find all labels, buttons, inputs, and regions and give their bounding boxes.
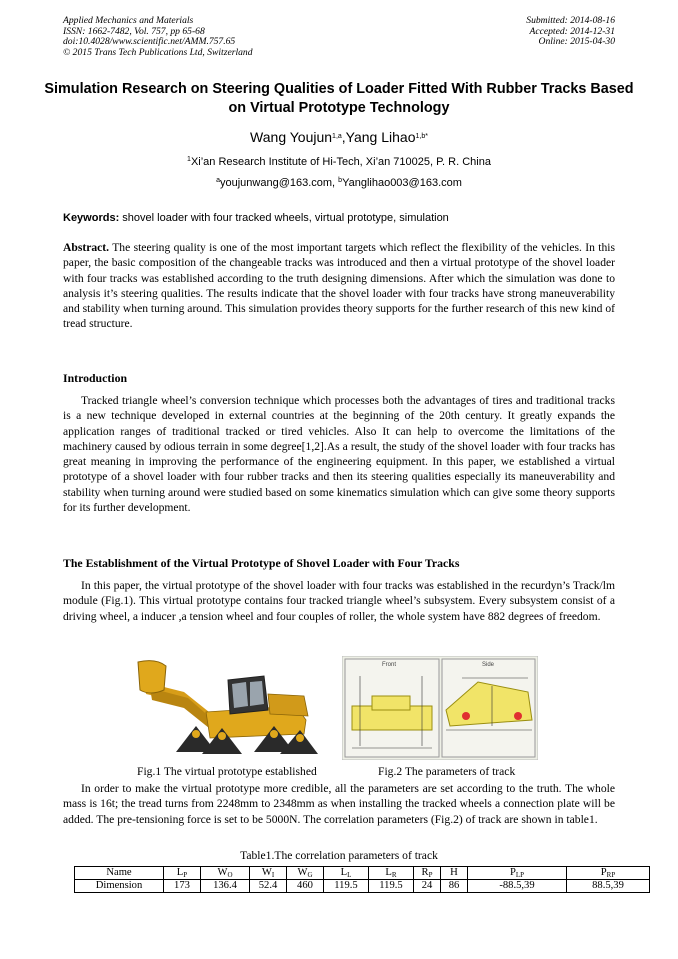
header-text: R <box>421 867 429 878</box>
table-cell: 173 <box>164 880 201 893</box>
table-cell: 88.5,39 <box>567 880 650 893</box>
journal-header-left <box>63 16 253 58</box>
header-cell <box>414 867 441 880</box>
header-cell <box>250 867 287 880</box>
header-text: L <box>176 867 184 878</box>
header-text: P <box>600 867 607 878</box>
header-sub: O <box>227 871 233 879</box>
header-cell <box>75 867 164 880</box>
fig1-caption: Fig.1 The virtual prototype established <box>137 765 317 778</box>
table-cell: Dimension <box>75 880 164 893</box>
header-cell <box>369 867 414 880</box>
establishment-text: In this paper, the virtual prototype of the shovel loader with four tracks was established in the recurdyn’s Track/lm module (Fig.1). This virtual prototype contains four tracked triangle wheel’s subsystem. Every subsystem consist of a driving wheel, a inducer ,a tension wheel and four couples of roller, the whole system have 882 degrees of freedom. <box>63 579 615 623</box>
header-text: H <box>450 867 458 878</box>
table-cell: 86 <box>441 880 468 893</box>
section-introduction-title: Introduction <box>63 371 128 385</box>
affiliation <box>0 156 678 168</box>
header-text: P <box>509 867 516 878</box>
author-1-sup: 1,a <box>332 133 342 140</box>
parameters-table <box>74 866 650 893</box>
doi-line: doi:10.4028/www.scientific.net/AMM.757.65 <box>63 36 236 48</box>
table-row <box>75 880 650 893</box>
author-1: Wang Youjun <box>250 129 333 145</box>
table1-caption: Table1.The correlation parameters of track <box>240 849 438 862</box>
header-text: L <box>340 867 348 878</box>
fig2-front-label: Front <box>382 662 397 668</box>
header-text: Name <box>106 867 132 878</box>
abstract <box>63 240 615 332</box>
header-sub: P <box>183 871 188 879</box>
fig2-side-label: Side <box>482 662 495 668</box>
fig1-virtual-prototype-image <box>136 654 322 760</box>
fig2-track-parameters-image <box>342 656 538 760</box>
fig2-caption: Fig.2 The parameters of track <box>378 765 516 778</box>
table-cell: 52.4 <box>250 880 287 893</box>
affiliation-text: Xi’an Research Institute of Hi-Tech, Xi’an 710025, P. R. China <box>190 156 491 168</box>
affiliation-sup: 1 <box>187 156 191 163</box>
header-text: L <box>385 867 392 878</box>
author-separator: , <box>341 129 346 145</box>
author-2: Yang Lihao <box>345 129 416 145</box>
table-cell: 460 <box>287 880 324 893</box>
section-establishment-title: The Establishment of the Virtual Prototype of Shovel Loader with Four Tracks <box>63 556 460 570</box>
table-cell: 136.4 <box>201 880 250 893</box>
introduction-text: Tracked triangle wheel’s conversion technique which processes both the advantages of tires and traditional tracks is a new technique developed in external countries at the beginning of the 20th century. It greatly expands the application ranges of traditional tracked or tired vehicles. Also It can help to overcome the limitations of the machinery caused by odious terrain in some degree[1,2].As a result, the study of the shovel loader with four tracks has great meaning in improving the performance of the engineering equipment. In this paper, we established a virtual prototype of a shovel loader with four rubber tracks and then its steering qualities especially its maneuverability and stability when turning around were studied based on some kinematics simulation which can give some theory supports for its further development. <box>63 394 615 515</box>
table-cell: 119.5 <box>369 880 414 893</box>
header-sub: I <box>271 871 275 879</box>
header-sub: RP <box>606 871 616 879</box>
header-sub: P <box>428 871 433 879</box>
header-cell <box>468 867 567 880</box>
email-a-sup: a <box>216 177 220 184</box>
header-text: W <box>297 867 308 878</box>
credibility-text: In order to make the virtual prototype more credible, all the parameters are set according to the truth. The whole mass is 16t; the tread turns from 2248mm to 2348mm as when installing the tracked wheels a connection plate will be added. The pre-tensioning force is set to be 5000N. The correlation parameters (Fig.2) of track are shown in table1. <box>63 782 615 826</box>
table-cell: -88.5,39 <box>468 880 567 893</box>
header-sub: LP <box>515 871 525 879</box>
paper-title: Simulation Research on Steering Qualities of Loader Fitted With Rubber Tracks Based on Virtual Prototype Technology <box>44 81 634 116</box>
abstract-text: The steering quality is one of the most important targets which reflect the flexibility of the vehicles. In this paper, the basic composition of the changeable tracks was introduced and then a virtual prototype of the shovel loader with four tracks was established according to the truth designing dimensions. After which the simulation was done to analysis it’s steering qualities. The results indicate that the shovel loader with four tracks have strong maneuverability and stability when turning around. This simulation provides theory supports for the further research of this new kind of tread structure. <box>63 241 615 331</box>
author-2-sup: 1,b* <box>415 133 428 140</box>
issn-line: ISSN: 1662-7482, Vol. 757, pp 65-68 <box>63 25 205 37</box>
header-sub: G <box>307 871 313 879</box>
header-cell <box>324 867 369 880</box>
email-a[interactable]: youjunwang@163.com, <box>219 177 339 189</box>
header-text: W <box>217 867 228 878</box>
header-cell <box>287 867 324 880</box>
table-header-row <box>75 867 650 880</box>
header-text: W <box>261 867 272 878</box>
journal-header-right <box>526 16 615 48</box>
header-sub: R <box>391 871 397 879</box>
table-cell: 24 <box>414 880 441 893</box>
online-date: Online: 2015-04-30 <box>538 36 615 48</box>
header-cell <box>201 867 250 880</box>
journal-name: Applied Mechanics and Materials <box>63 15 194 26</box>
keywords-label: Keywords: <box>63 212 120 224</box>
table-cell: 119.5 <box>324 880 369 893</box>
header-cell <box>567 867 650 880</box>
email-b[interactable]: Yanglihao003@163.com <box>342 177 462 189</box>
abstract-label: Abstract. <box>63 241 110 254</box>
keywords <box>63 212 615 224</box>
accepted-date: Accepted: 2014-12-31 <box>529 25 615 37</box>
header-cell <box>441 867 468 880</box>
submitted-date: Submitted: 2014-08-16 <box>526 15 615 26</box>
email-line <box>0 177 678 189</box>
email-b-sup: b <box>338 177 343 184</box>
author-line <box>0 129 678 145</box>
header-cell <box>164 867 201 880</box>
keywords-text: shovel loader with four tracked wheels, virtual prototype, simulation <box>119 212 449 224</box>
copyright-line: © 2015 Trans Tech Publications Ltd, Switzerland <box>63 46 253 58</box>
header-sub: L <box>347 871 352 879</box>
